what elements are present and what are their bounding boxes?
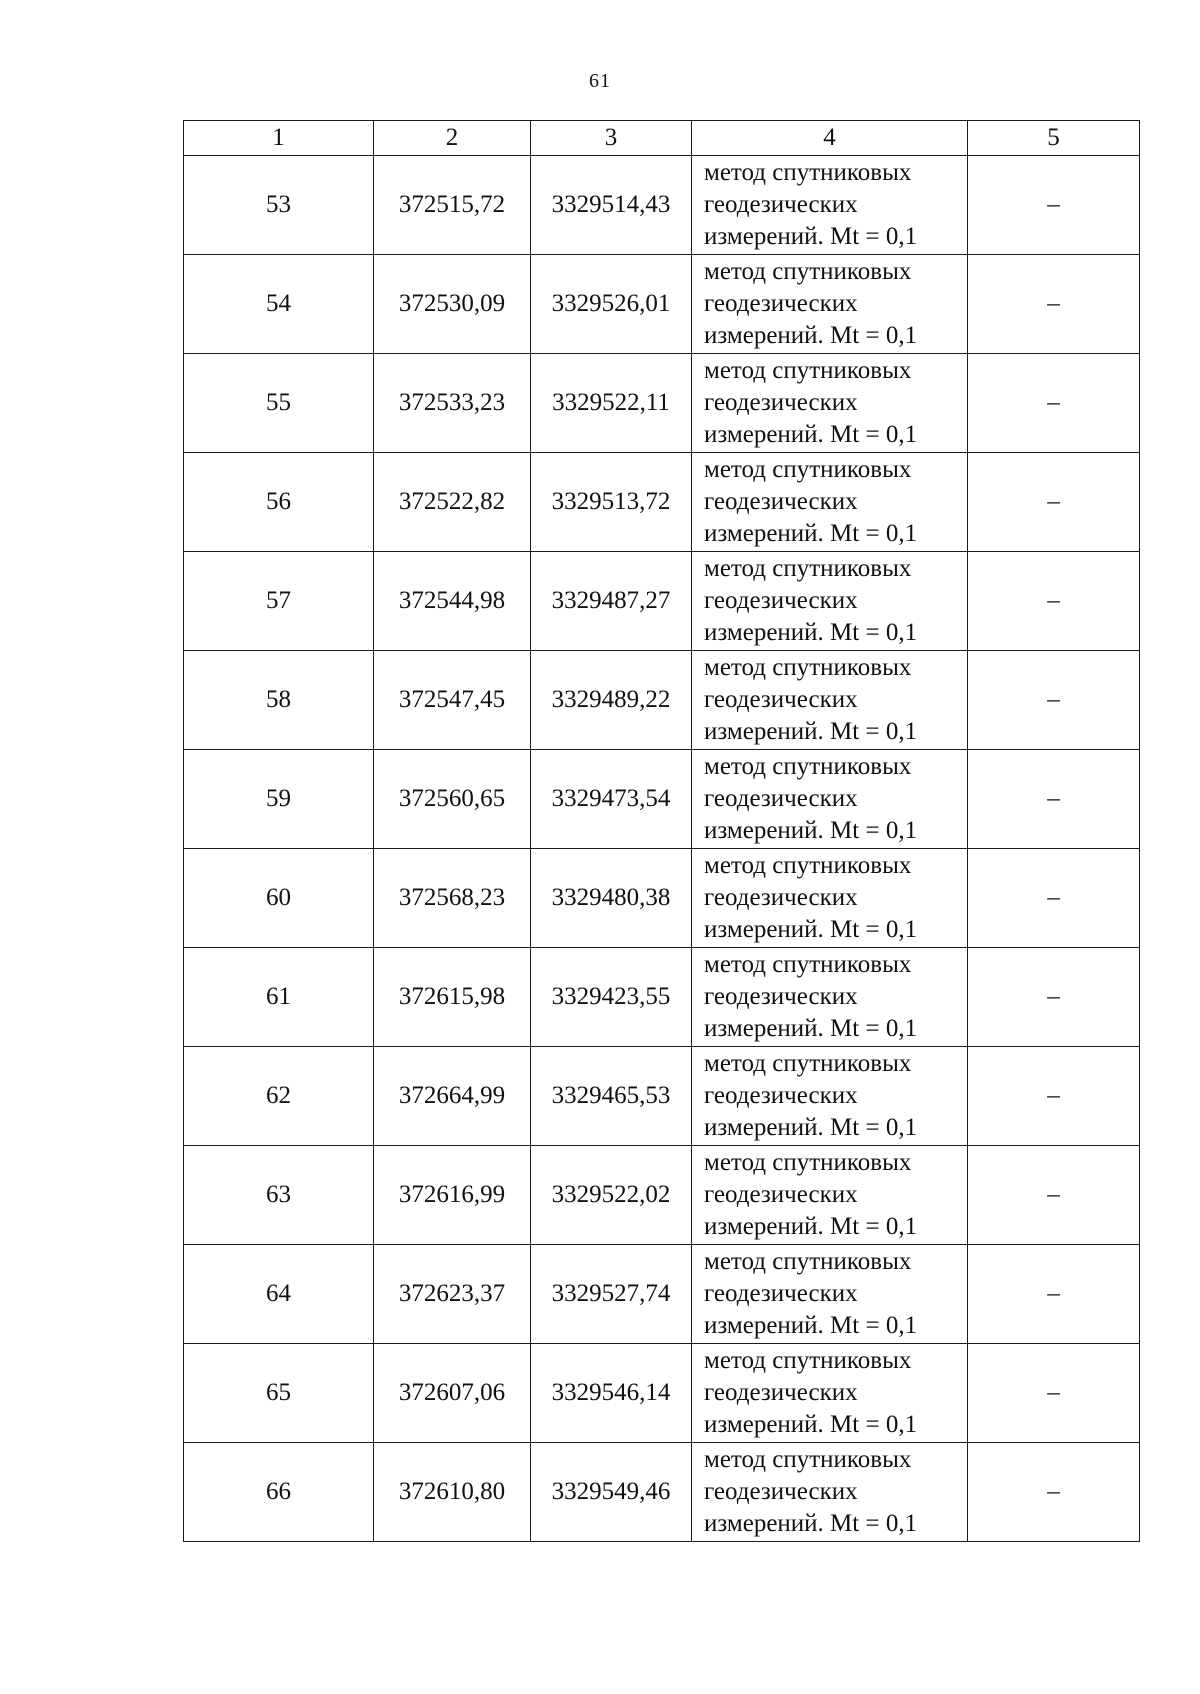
table-row	[184, 156, 1140, 255]
method-cell	[692, 552, 968, 651]
point-number-cell: 56	[184, 453, 374, 552]
method-cell	[692, 651, 968, 750]
method-line: геодезических	[704, 290, 858, 317]
method-line: геодезических	[704, 488, 858, 515]
method-line: метод спутниковых	[704, 1347, 912, 1374]
table-header-row	[184, 121, 1140, 156]
y-coordinate-cell: 3329546,14	[531, 1344, 692, 1443]
method-line: метод спутниковых	[704, 654, 912, 681]
x-coordinate-cell: 372664,99	[374, 1047, 531, 1146]
method-line: измерений. Mt = 0,1	[704, 1114, 918, 1141]
method-line: метод спутниковых	[704, 456, 912, 483]
y-coordinate-cell: 3329526,01	[531, 255, 692, 354]
y-coordinate-cell: 3329549,46	[531, 1443, 692, 1542]
note-cell: –	[968, 948, 1140, 1047]
y-coordinate-cell: 3329487,27	[531, 552, 692, 651]
method-line: геодезических	[704, 686, 858, 713]
method-line: геодезических	[704, 1280, 858, 1307]
method-cell	[692, 1245, 968, 1344]
table-row	[184, 552, 1140, 651]
note-cell: –	[968, 750, 1140, 849]
column-header-3: 3	[531, 121, 692, 156]
coordinates-table-container	[183, 120, 1139, 1542]
method-cell	[692, 948, 968, 1047]
method-line: измерений. Mt = 0,1	[704, 1510, 918, 1537]
x-coordinate-cell: 372530,09	[374, 255, 531, 354]
method-line: геодезических	[704, 587, 858, 614]
x-coordinate-cell: 372623,37	[374, 1245, 531, 1344]
method-line: геодезических	[704, 1478, 858, 1505]
method-line: метод спутниковых	[704, 555, 912, 582]
method-cell	[692, 1146, 968, 1245]
method-line: метод спутниковых	[704, 753, 912, 780]
table-row	[184, 849, 1140, 948]
method-line: измерений. Mt = 0,1	[704, 619, 918, 646]
method-line: геодезических	[704, 1379, 858, 1406]
note-cell: –	[968, 1047, 1140, 1146]
table-row	[184, 1047, 1140, 1146]
point-number-cell: 57	[184, 552, 374, 651]
note-cell: –	[968, 156, 1140, 255]
point-number-cell: 60	[184, 849, 374, 948]
x-coordinate-cell: 372610,80	[374, 1443, 531, 1542]
x-coordinate-cell: 372515,72	[374, 156, 531, 255]
method-line: метод спутниковых	[704, 159, 912, 186]
point-number-cell: 53	[184, 156, 374, 255]
x-coordinate-cell: 372568,23	[374, 849, 531, 948]
method-cell	[692, 1047, 968, 1146]
method-line: измерений. Mt = 0,1	[704, 322, 918, 349]
y-coordinate-cell: 3329514,43	[531, 156, 692, 255]
point-number-cell: 61	[184, 948, 374, 1047]
y-coordinate-cell: 3329522,02	[531, 1146, 692, 1245]
method-line: метод спутниковых	[704, 1149, 912, 1176]
method-line: измерений. Mt = 0,1	[704, 916, 918, 943]
y-coordinate-cell: 3329522,11	[531, 354, 692, 453]
x-coordinate-cell: 372547,45	[374, 651, 531, 750]
note-cell: –	[968, 552, 1140, 651]
method-line: геодезических	[704, 1082, 858, 1109]
method-line: геодезических	[704, 191, 858, 218]
y-coordinate-cell: 3329423,55	[531, 948, 692, 1047]
point-number-cell: 59	[184, 750, 374, 849]
method-cell	[692, 1443, 968, 1542]
note-cell: –	[968, 354, 1140, 453]
note-cell: –	[968, 1344, 1140, 1443]
y-coordinate-cell: 3329473,54	[531, 750, 692, 849]
method-line: метод спутниковых	[704, 258, 912, 285]
y-coordinate-cell: 3329527,74	[531, 1245, 692, 1344]
table-row	[184, 750, 1140, 849]
table-row	[184, 255, 1140, 354]
x-coordinate-cell: 372607,06	[374, 1344, 531, 1443]
point-number-cell: 58	[184, 651, 374, 750]
method-line: метод спутниковых	[704, 1050, 912, 1077]
x-coordinate-cell: 372522,82	[374, 453, 531, 552]
column-header-1: 1	[184, 121, 374, 156]
table-row	[184, 1344, 1140, 1443]
note-cell: –	[968, 453, 1140, 552]
y-coordinate-cell: 3329480,38	[531, 849, 692, 948]
method-line: измерений. Mt = 0,1	[704, 817, 918, 844]
column-header-4: 4	[692, 121, 968, 156]
method-line: измерений. Mt = 0,1	[704, 421, 918, 448]
x-coordinate-cell: 372533,23	[374, 354, 531, 453]
method-line: геодезических	[704, 1181, 858, 1208]
note-cell: –	[968, 1146, 1140, 1245]
note-cell: –	[968, 1245, 1140, 1344]
table-row	[184, 453, 1140, 552]
point-number-cell: 65	[184, 1344, 374, 1443]
method-line: геодезических	[704, 389, 858, 416]
method-cell	[692, 255, 968, 354]
method-line: метод спутниковых	[704, 852, 912, 879]
method-line: измерений. Mt = 0,1	[704, 520, 918, 547]
method-line: метод спутниковых	[704, 951, 912, 978]
table-row	[184, 948, 1140, 1047]
note-cell: –	[968, 849, 1140, 948]
table-row	[184, 1245, 1140, 1344]
note-cell: –	[968, 255, 1140, 354]
method-line: измерений. Mt = 0,1	[704, 1213, 918, 1240]
method-line: метод спутниковых	[704, 1446, 912, 1473]
y-coordinate-cell: 3329513,72	[531, 453, 692, 552]
method-cell	[692, 1344, 968, 1443]
point-number-cell: 64	[184, 1245, 374, 1344]
method-line: измерений. Mt = 0,1	[704, 1015, 918, 1042]
method-cell	[692, 354, 968, 453]
method-line: измерений. Mt = 0,1	[704, 1411, 918, 1438]
method-cell	[692, 849, 968, 948]
method-line: геодезических	[704, 785, 858, 812]
method-cell	[692, 453, 968, 552]
table-row	[184, 1146, 1140, 1245]
note-cell: –	[968, 651, 1140, 750]
x-coordinate-cell: 372615,98	[374, 948, 531, 1047]
point-number-cell: 55	[184, 354, 374, 453]
method-line: измерений. Mt = 0,1	[704, 718, 918, 745]
x-coordinate-cell: 372616,99	[374, 1146, 531, 1245]
method-cell	[692, 156, 968, 255]
coordinates-table	[183, 120, 1140, 1542]
point-number-cell: 54	[184, 255, 374, 354]
table-header	[184, 121, 1140, 156]
column-header-5: 5	[968, 121, 1140, 156]
x-coordinate-cell: 372560,65	[374, 750, 531, 849]
page-number: 61	[589, 70, 611, 92]
column-header-2: 2	[374, 121, 531, 156]
method-cell	[692, 750, 968, 849]
x-coordinate-cell: 372544,98	[374, 552, 531, 651]
y-coordinate-cell: 3329489,22	[531, 651, 692, 750]
point-number-cell: 63	[184, 1146, 374, 1245]
table-row	[184, 651, 1140, 750]
point-number-cell: 62	[184, 1047, 374, 1146]
method-line: геодезических	[704, 884, 858, 911]
y-coordinate-cell: 3329465,53	[531, 1047, 692, 1146]
method-line: измерений. Mt = 0,1	[704, 223, 918, 250]
table-body	[184, 156, 1140, 1542]
method-line: метод спутниковых	[704, 357, 912, 384]
point-number-cell: 66	[184, 1443, 374, 1542]
method-line: геодезических	[704, 983, 858, 1010]
method-line: метод спутниковых	[704, 1248, 912, 1275]
table-row	[184, 354, 1140, 453]
method-line: измерений. Mt = 0,1	[704, 1312, 918, 1339]
note-cell: –	[968, 1443, 1140, 1542]
table-row	[184, 1443, 1140, 1542]
